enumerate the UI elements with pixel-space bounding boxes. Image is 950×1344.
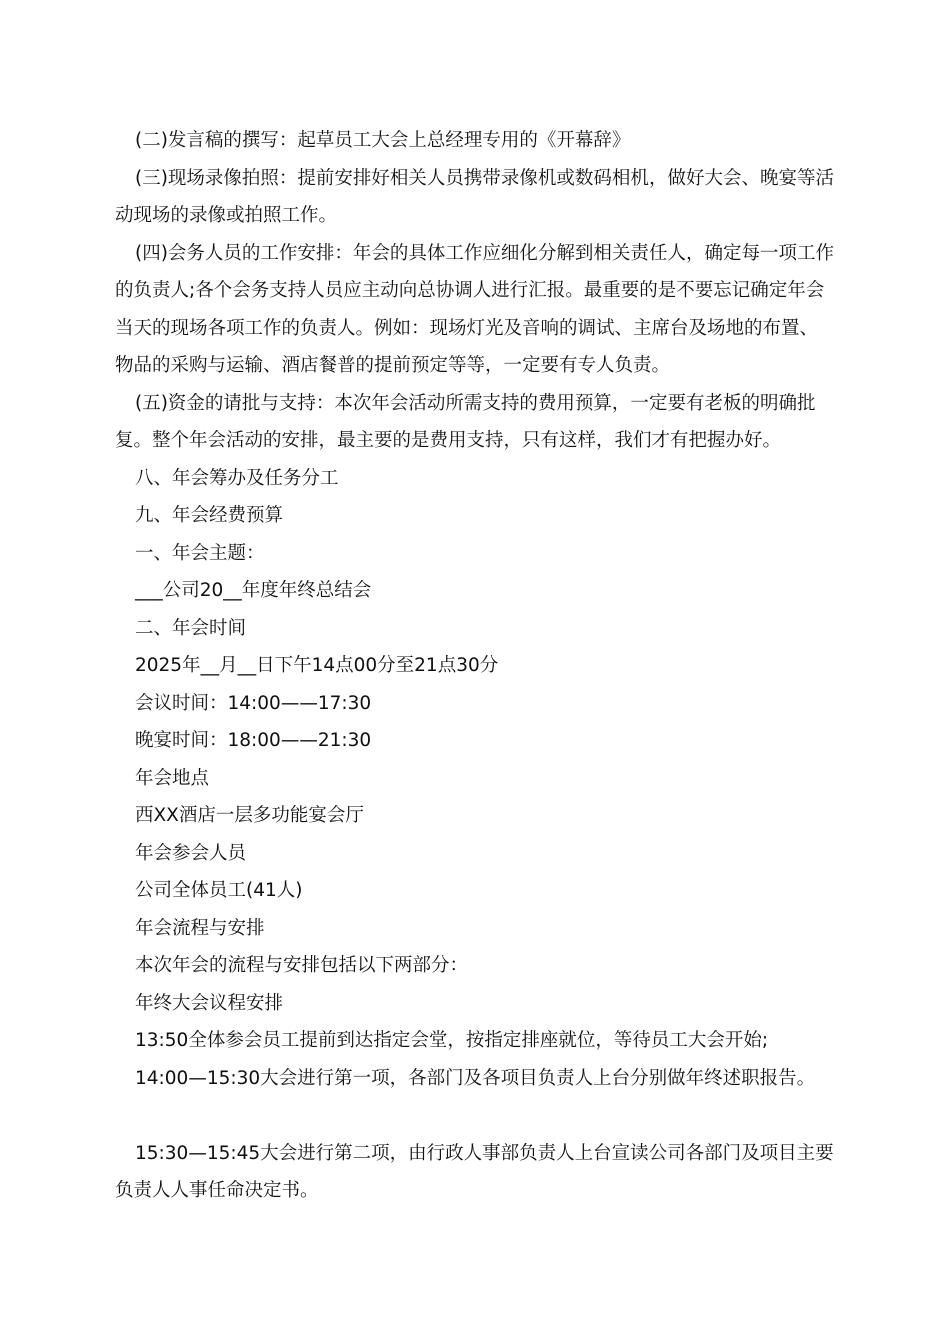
heading-theme: 一、年会主题： — [135, 542, 265, 564]
heading-budget: 九、年会经费预算 — [135, 505, 284, 526]
agenda-item-1350: 13:50全体参会员工提前到达指定会堂，按指定排座就位，等待员工大会开始; — [135, 1030, 769, 1051]
blank-line — [115, 1097, 835, 1135]
paragraph-staff-arrangement: (四)会务人员的工作安排：年会的具体工作应细化分解到相关责任人，确定每一项工作的负责人;各个会务支持人员应主动向总协调人进行汇报。最重要的是不要忘记确定年会当天的现场各项工作的负责人。例如：现场灯光及音响的调试、主席台及场地的布置、物品的采购与运输、酒店餐普的提前预定等等，一定要有专人负责。 — [115, 242, 834, 376]
agenda-item-1400: 14:00—15:30大会进行第一项，各部门及各项目负责人上台分别做年终述职报告。 — [135, 1067, 816, 1089]
heading-venue: 年会地点 — [135, 767, 210, 789]
theme-text: ___公司20__年度年终总结会 — [135, 580, 372, 601]
document-body — [115, 122, 835, 1210]
meeting-time: 会议时间：14:00——17:30 — [135, 692, 372, 714]
paragraph-video-photo: (三)现场录像拍照：提前安排好相关人员携带录像机或数码相机，做好大会、晚宴等活动现场的录像或拍照工作。 — [115, 167, 834, 226]
paragraph-speech-drafting: (二)发言稿的撰写：起草员工大会上总经理专用的《开幕辞》 — [135, 130, 631, 151]
agenda-item-1530: 15:30—15:45大会进行第二项，由行政人事部负责人上台宣读公司各部门及项目主要负责人人事任命决定书。 — [115, 1142, 834, 1201]
banquet-time: 晚宴时间：18:00——21:30 — [135, 730, 372, 751]
venue-text: 西XX酒店一层多功能宴会厅 — [135, 805, 364, 826]
date-text: 2025年__月__日下午14点00分至21点30分 — [135, 655, 499, 676]
attendees-text: 公司全体员工(41人) — [135, 880, 303, 901]
process-intro: 本次年会的流程与安排包括以下两部分： — [135, 955, 469, 976]
heading-time: 二、年会时间 — [135, 617, 247, 639]
paragraph-funding: (五)资金的请批与支持：本次年会活动所需支持的费用预算，一定要有老板的明确批复。整个年会活动的安排，最主要的是费用支持，只有这样，我们才有把握办好。 — [115, 392, 816, 451]
heading-agenda: 年终大会议程安排 — [135, 992, 284, 1014]
heading-process: 年会流程与安排 — [135, 917, 265, 939]
heading-attendees: 年会参会人员 — [135, 842, 247, 864]
heading-task-division: 八、年会筹办及任务分工 — [135, 467, 339, 489]
